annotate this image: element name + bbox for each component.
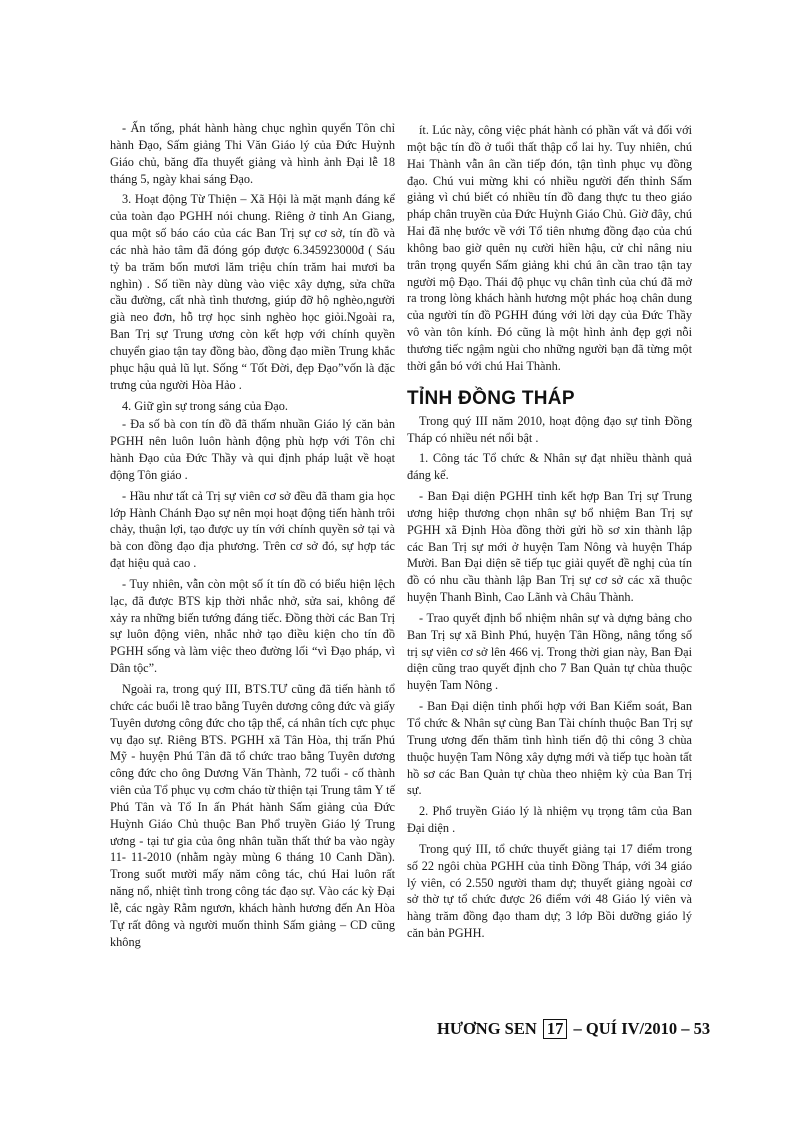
paragraph: Ngoài ra, trong quý III, BTS.TƯ cũng đã tiến hành tổ chức các buổi lễ trao bằng Tuyên dương công đức và giấy Tuyên dương công đức cho tập thể, cá nhân tích cực phục vụ đạo sự. Riêng BTS. PGHH xã Tân Hòa, thị trấn Phú Mỹ - huyện Phú Tân đã tổ chức trao bằng Tuyên dương công đức cho ông Dương Văn Thành, 72 tuổi - cố thành viên của Tổ phục vụ cơm cháo từ thiện tại Trung tâm Y tế Phú Tân và Tổ In ấn Phát hành Sấm giảng của Đức Huỳnh Giáo Chủ thuộc Ban Phổ truyền Giáo lý Trung ương - tại tư gia của ông nhân tuần thất thứ ba vào ngày 11- 11-2010 (nhằm ngày mùng 6 tháng 10 Canh Dần). Trong suốt mười mấy năm công tác, chú Hai luôn rất năng nổ, nhiệt tình trong công tác đạo sự. Vào các kỳ Đại lễ, các ngày Rằm ngươn, khách hành hương đến An Hòa Tự rất đông và người muốn thỉnh Sấm giảng – CD cũng không [110,682,396,949]
paragraph: - Ấn tống, phát hành hàng chục nghìn quyển Tôn chỉ hành Đạo, Sấm giảng Thi Văn Giáo lý của Đức Huỳnh Giáo chủ, băng đĩa thuyết giảng và hình ảnh Đại lễ 18 tháng 5, ngày khai sáng Đạo. [110,121,395,186]
issue-number: 17 [543,1019,568,1039]
magazine-name: HƯƠNG SEN [437,1019,537,1038]
paragraph: 2. Phổ truyền Giáo lý là nhiệm vụ trọng tâm của Ban Đại diện . [407,804,692,836]
paragraph: Trong quý III, tổ chức thuyết giảng tại 17 điểm trong số 22 ngôi chùa PGHH của tỉnh Đồng Tháp, với 34 giáo lý viên, có 2.550 người tham dự; thuyết giảng ngoài cơ sở thờ tự tổ chức được 26 điểm với 48 Giáo lý viên và hàng trăm đồng đạo tham dự; 3 lớp Bồi dưỡng giáo lý căn bản PGHH. [407,841,692,941]
section-title: TỈNH ĐỒNG THÁP [407,387,575,409]
paragraph: ít. Lúc này, công việc phát hành có phần vất vả đối với một bậc tín đồ ở tuổi thất thập cổ lai hy. Tuy nhiên, chú Hai Thành vẫn ân cần tiếp đón, tận tình phục vụ đồng đạo. Chú vui mừng khi có nhiều người đến thỉnh Sấm giảng vì chú biết có nhiều tín đồ đang thực tu theo giáo pháp chân truyền của Đức Huỳnh Giáo Chủ. Giờ đây, chú Hai đã nhẹ bước về với Tổ tiên nhưng đồng đạo của chú không bao giờ quên nụ cười hiền hậu, cử chỉ nâng niu trân trọng quyển Sấm giảng khi chú ân cần trao tận tay người mộ Đạo. Thái độ phục vụ chân tình của chú đã mở ra trong lòng khách hành hương một phác hoạ chân dung của người tín đồ PGHH đúng với lời dạy của Đức Thầy vô vàn tôn kính. Đó cũng là một hình ảnh đẹp gợi nỗi thương tiếc ngậm ngùi cho những người bạn đã từng một thời gắn bó với chú Hai Thành. [407,123,692,373]
paragraph: - Hầu như tất cả Trị sự viên cơ sở đều đã tham gia học lớp Hành Chánh Đạo sự nên mọi hoạt động tiến hành trôi chảy, thuận lợi, tạo được uy tín với chính quyền sở tại và bà con đồng đạo địa phương. Trên cơ sở đó, sự hợp tác đạt hiệu quả cao . [110,488,395,571]
paragraph: - Trao quyết định bổ nhiệm nhân sự và dựng bảng cho Ban Trị sự xã Bình Phú, huyện Tân Hồng, nâng tổng số trị sự viên cơ sở lên 466 vị. Trong thời gian này, Ban Đại diện cũng trao quyết định cho 7 Ban Quản tự chùa thuộc huyện Tam Nông . [407,610,692,693]
paragraph: - Ban Đại diện PGHH tỉnh kết hợp Ban Trị sự Trung ương hiệp thương chọn nhân sự bổ nhiệm Ban Trị sự PGHH xã Định Hòa đồng thời gửi hồ sơ xin thành lập các Ban Trị sự mới ở huyện Tam Nông và huyện Tháp Mười. Ban Đại diện sẽ tiếp tục giải quyết đề nghị của tín đồ có nhu cầu thành lập Ban Trị sự cơ sở các xã thuộc huyện Thanh Bình, Cao Lãnh và Châu Thành. [407,489,692,605]
paragraph: 3. Hoạt động Từ Thiện – Xã Hội là mặt mạnh đáng kể của toàn đạo PGHH nói chung. Riêng ở tỉnh An Giang, qua một số báo cáo của các Ban Trị sự cơ sở, tín đồ và các nhà hảo tâm đã đóng góp được 6.345923000đ ( Sáu tỷ ba trăm bốn mươi lăm triệu chín trăm hai mươi ba nghìn) . Số tiền này dùng vào việc xây dựng, sửa chữa cầu đường, cất nhà tình thương, giúp đỡ hộ nghèo,người già neo đơn, hỗ trợ học sinh nghèo học giỏi.Ngoài ra, Ban Trị sự Trung ương còn kết hợp với chính quyền chuyển giao tận tay đồng bào, đồng đạo miền Trung khắc phục hậu quả lũ lụt. Sống “ Tốt Đời, đẹp Đạo”vốn là đặc trưng của người Hòa Hảo . [110,192,395,392]
paragraph: - Tuy nhiên, vẫn còn một số ít tín đồ có biểu hiện lệch lạc, đã được BTS kịp thời nhắc nhở, sửa sai, không để xảy ra những biến tướng đáng tiếc. Đồng thời các Ban Trị sự luôn động viên, nhắc nhở tạo điều kiện cho tín đồ PGHH sống và làm việc theo đường lối “vì Đạo pháp, vì Dân tộc”. [110,576,395,676]
paragraph: - Đa số bà con tín đồ đã thấm nhuần Giáo lý căn bản PGHH nên luôn luôn hành động phù hợp với Tôn chỉ hành Đạo của Đức Thầy và qui định pháp luật về hoạt động Tôn giáo . [110,417,395,482]
paragraph: - Ban Đại diện tỉnh phối hợp với Ban Kiểm soát, Ban Tổ chức & Nhân sự cùng Ban Tài chính thuộc Ban Trị sự Trung ương đến thăm tình hình tiến độ thi công 3 chùa thuộc huyện Tam Nông xây dựng mới và tiếp tục hoàn tất hồ sơ các Ban Quản tự chùa theo nhiệm kỳ của Ban Trị sự. [407,699,692,798]
paragraph: 1. Công tác Tổ chức & Nhân sự đạt nhiều thành quả đáng kể. [407,451,692,483]
paragraph: 4. Giữ gìn sự trong sáng của Đạo. [122,398,288,413]
issue-quarter: – QUÍ IV/2010 – [573,1019,690,1038]
right-column [407,122,692,946]
paragraph: Trong quý III năm 2010, hoạt động đạo sự tỉnh Đồng Tháp có nhiều nét nổi bật . [407,413,692,445]
page-number: 53 [693,1019,711,1038]
page-footer [437,1018,711,1040]
left-column [110,120,395,955]
